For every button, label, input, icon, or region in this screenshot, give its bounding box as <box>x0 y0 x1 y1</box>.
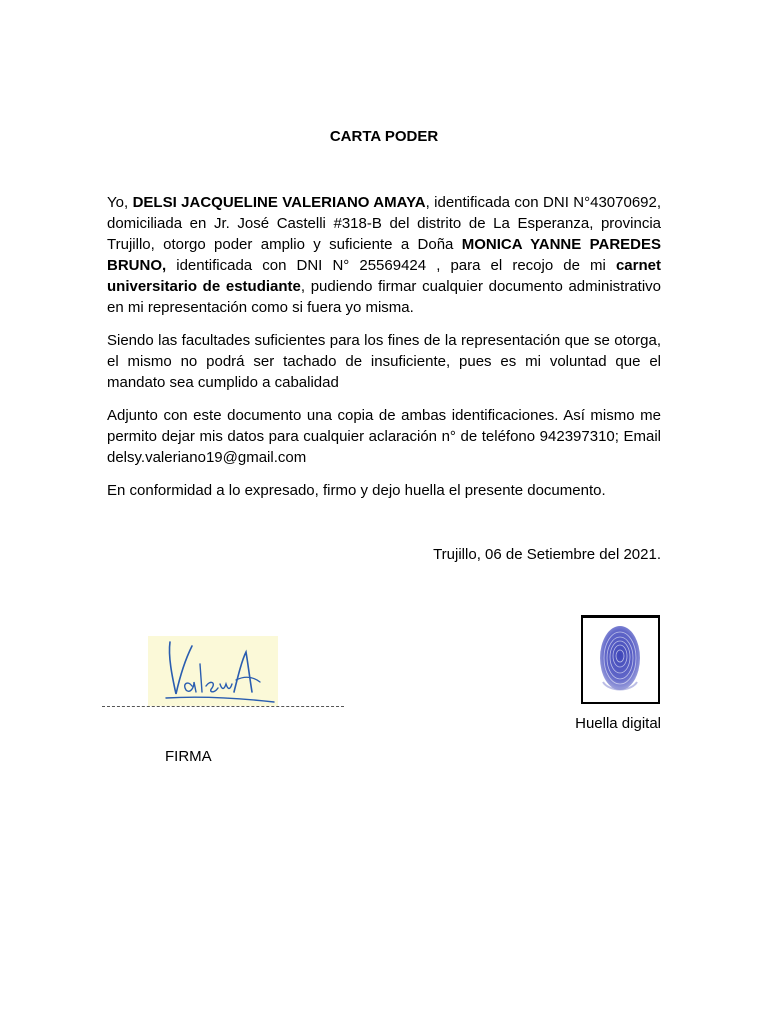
paragraph-grant <box>107 192 661 318</box>
paragraph-contact: Adjunto con este documento una copia de ambas identificaciones. Así mismo me permito dejar mis datos para cualquier aclaración n° de teléfono 942397310; Email delsy.valeriano19@gmail.com <box>107 407 661 466</box>
place-and-date: Trujillo, 06 de Setiembre del 2021. <box>433 546 661 563</box>
paragraph-conformity: En conformidad a lo expresado, firmo y dejo huella el presente documento. <box>107 482 606 499</box>
greeting-text: Yo, <box>107 194 133 211</box>
signature-label: FIRMA <box>165 748 212 765</box>
fingerprint-box <box>581 615 660 704</box>
document-title: CARTA PODER <box>329 128 439 145</box>
grant-scope: , pudiendo firmar cualquier documento administrativo en mi representación como si fuera yo misma. <box>107 278 662 316</box>
letter-body <box>107 192 661 513</box>
grantor-name: DELSI JACQUELINE VALERIANO AMAYA <box>132 194 426 211</box>
paragraph-faculties: Siendo las facultades suficientes para los fines de la representación que se otorga, el mismo no podrá ser tachado de insuficiente, pues es mi voluntad que el mandato sea cumplido a cabalidad <box>107 332 661 391</box>
grantor-details: , identificada con DNI N°43070692, domiciliada en Jr. José Castelli #318-B del distrito de La Esperanza, provincia Trujillo, otorgo poder amplio y suficiente a Doña <box>107 194 662 253</box>
handwritten-signature-icon <box>148 636 278 706</box>
grantee-details: identificada con DNI N° 25569424 , para el recojo de mi <box>166 257 616 274</box>
signature-line <box>102 706 344 707</box>
grantee-name: MONICA YANNE PAREDES BRUNO, <box>107 236 662 274</box>
fingerprint-icon <box>583 618 658 702</box>
fingerprint-label: Huella digital <box>575 715 661 732</box>
requested-item: carnet universitario de estudiante <box>107 257 661 295</box>
